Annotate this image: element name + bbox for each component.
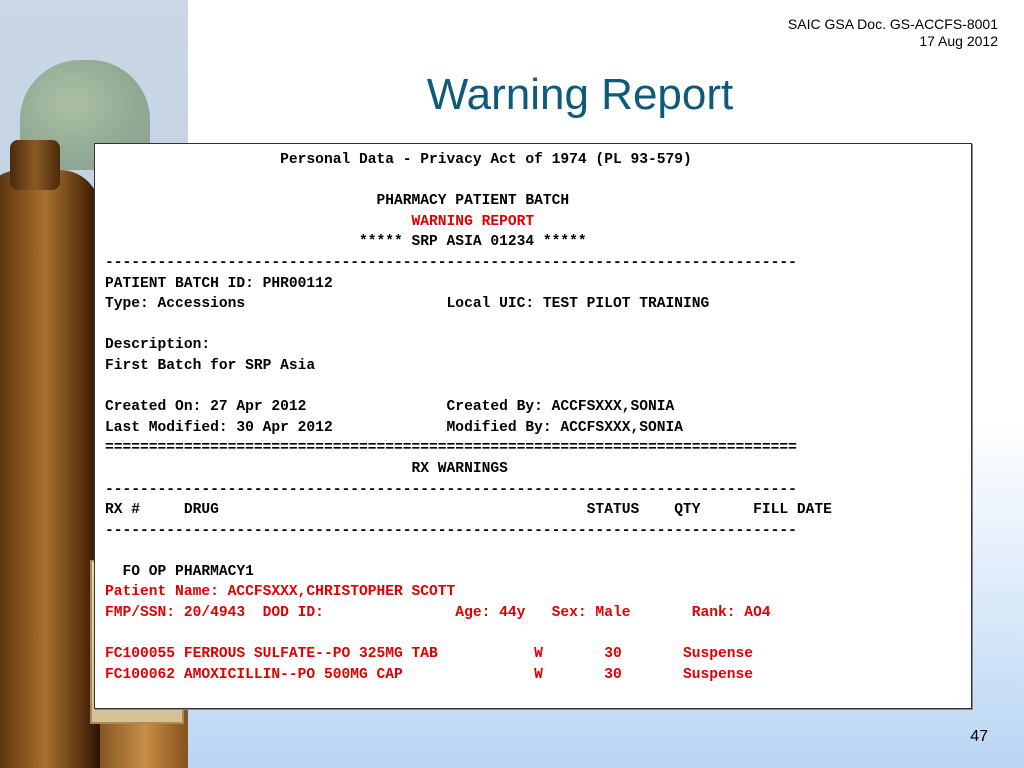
privacy-notice: Personal Data - Privacy Act of 1974 (PL 93-579) (105, 152, 692, 168)
rx-warnings-heading: RX WARNINGS (105, 460, 508, 477)
description-label: Description: (105, 337, 211, 354)
page-number: 47 (970, 728, 988, 745)
pharmacy-name: FO OP PHARMACY1 (105, 563, 254, 580)
patient-details: FMP/SSN: 20/4943 DOD ID: Age: 44y Sex: Male Rank: AO4 (105, 605, 771, 622)
location-line: ***** SRP ASIA 01234 ***** (105, 234, 587, 251)
document-reference (788, 16, 998, 50)
doc-ref-number: SAIC GSA Doc. GS-ACCFS-8001 (787, 16, 998, 32)
batch-id: PATIENT BATCH ID: PHR00112 (105, 275, 333, 292)
rx-row: FC100055 FERROUS SULFATE--PO 325MG TAB W 30 Suspense (105, 646, 754, 663)
warning-report-panel (94, 143, 972, 709)
medicine-bottle-image (0, 170, 100, 768)
separator-equals: =============================================================================== (105, 440, 797, 457)
slide-title: Warning Report (426, 70, 734, 119)
separator-dash: ------------------------------------------------------------------------------- (105, 481, 797, 498)
patient-name: Patient Name: ACCFSXXX,CHRISTOPHER SCOTT (105, 584, 456, 601)
warning-report-title: WARNING REPORT (105, 213, 535, 230)
separator-dash: ------------------------------------------------------------------------------- (105, 254, 797, 271)
modified-line: Last Modified: 30 Apr 2012 Modified By: ACCFSXXX,SONIA (105, 419, 684, 436)
type-line: Type: Accessions Local UIC: TEST PILOT TRAINING (105, 296, 710, 313)
report-text (105, 150, 832, 685)
batch-title: PHARMACY PATIENT BATCH (105, 193, 570, 210)
column-headers: RX # DRUG STATUS QTY FILL DATE (105, 502, 832, 519)
description-value: First Batch for SRP Asia (105, 357, 316, 374)
rx-row: FC100062 AMOXICILLIN--PO 500MG CAP W 30 Suspense (105, 666, 754, 683)
separator-dash: ------------------------------------------------------------------------------- (105, 522, 797, 539)
created-line: Created On: 27 Apr 2012 Created By: ACCFSXXX,SONIA (105, 399, 675, 416)
doc-ref-date: 17 Aug 2012 (919, 33, 998, 49)
